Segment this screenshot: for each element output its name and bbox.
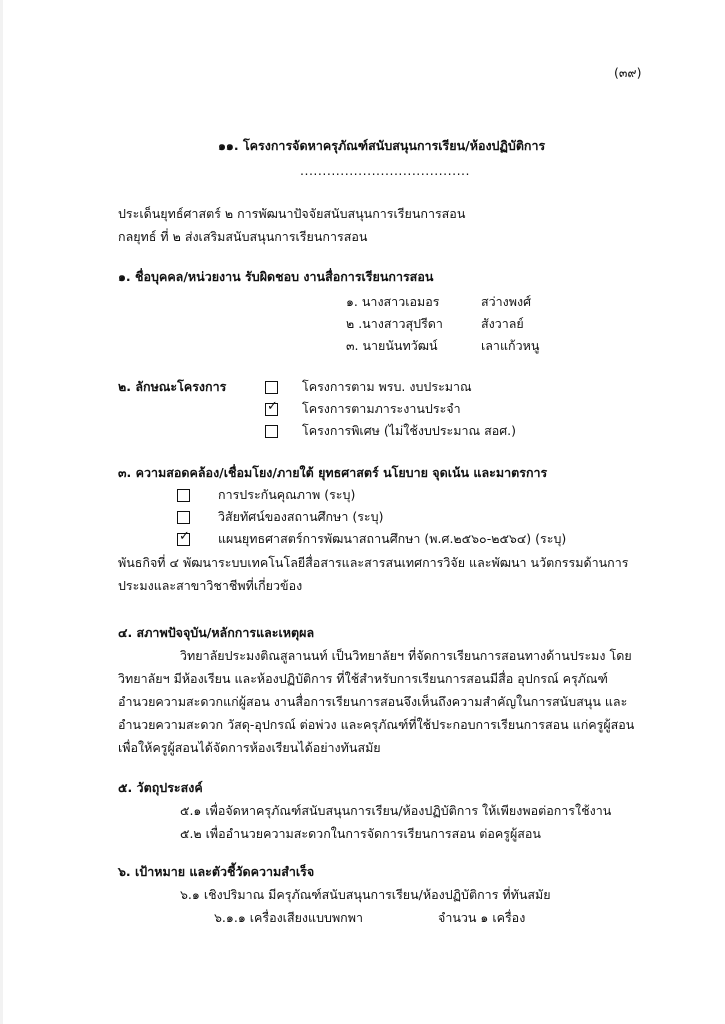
rationale-line-2: วิทยาลัยฯ มีห้องเรียน และห้องปฏิบัติการ ที่ใช้สำหรับการเรียนการสอนมีสื่อ อุปกรณ์ ครุภัณฑ์: [118, 671, 608, 686]
title-dotted-line: ......................................: [300, 163, 470, 178]
checkbox-budget-act[interactable]: [265, 381, 278, 394]
check-mark-icon: ✓: [267, 399, 278, 414]
option-vision: วิสัยทัศน์ของสถานศึกษา (ระบุ): [218, 509, 384, 524]
person-3-name: ๓. นายนันทวัฒน์: [346, 338, 438, 353]
rationale-line-4: อำนวยความสะดวก วัสดุ-อุปกรณ์ ต่อพ่วง และครุภัณฑ์ที่ใช้ประกอบการเรียนการสอน แก่ครูผู้สอน: [118, 717, 635, 732]
page-edge-shadow: [0, 0, 3, 1024]
section-5-heading: ๕. วัตถุประสงค์: [118, 780, 203, 795]
strategy: กลยุทธ์ ที่ ๒ ส่งเสริมสนับสนุนการเรียนการสอน: [118, 229, 368, 244]
section-4-heading: ๔. สภาพปัจจุบัน/หลักการและเหตุผล: [118, 625, 315, 640]
person-1-name: ๑. นางสาวเอมอร: [346, 294, 440, 309]
person-3-surname: เลาแก้วหนู: [481, 338, 540, 353]
mission-line-2: ประมงและสาขาวิชาชีพที่เกี่ยวข้อง: [118, 578, 303, 593]
checkbox-quality-assurance[interactable]: [177, 489, 190, 502]
check-mark-icon: ✓: [179, 529, 190, 544]
section-2-heading: ๒. ลักษณะโครงการ: [118, 379, 227, 394]
option-budget-act: โครงการตาม พรบ. งบประมาณ: [302, 379, 472, 394]
objective-1: ๕.๑ เพื่อจัดหาครุภัณฑ์สนับสนุนการเรียน/ห้องปฏิบัติการ ให้เพียงพอต่อการใช้งาน: [180, 803, 612, 818]
rationale-line-5: เพื่อให้ครูผู้สอนได้จัดการห้องเรียนได้อย่างทันสมัย: [118, 740, 381, 755]
section-1-heading: ๑. ชื่อบุคคล/หน่วยงาน รับผิดชอบ งานสื่อการเรียนการสอน: [118, 269, 434, 284]
checkbox-special-project[interactable]: [265, 425, 278, 438]
checkbox-vision[interactable]: [177, 511, 190, 524]
document-title: ๑๑. โครงการจัดหาครุภัณฑ์สนับสนุนการเรียน/ห้องปฏิบัติการ: [218, 138, 546, 153]
strategy-issue: ประเด็นยุทธ์ศาสตร์ ๒ การพัฒนาปัจจัยสนับสนุนการเรียนการสอน: [118, 206, 466, 221]
mission-line-1: พันธกิจที่ ๔ พัฒนาระบบเทคโนโลยีสื่อสารและสารสนเทศการวิจัย และพัฒนา นวัตกรรมด้านการ: [118, 555, 629, 570]
target-quantity-line: ๖.๑ เชิงปริมาณ มีครุภัณฑ์สนับสนุนการเรียน/ห้องปฏิบัติการ ที่ทันสมัย: [180, 887, 551, 902]
person-2-surname: สังวาลย์: [481, 316, 524, 331]
person-2-name: ๒ .นางสาวสุปรีดา: [346, 316, 443, 331]
page-number: (๓๙): [614, 65, 642, 80]
objective-2: ๕.๒ เพื่ออำนวยความสะดวกในการจัดการเรียนการสอน ต่อครูผู้สอน: [180, 826, 541, 841]
option-routine-work: โครงการตามภาระงานประจำ: [302, 401, 461, 416]
checkbox-strategic-plan[interactable]: [177, 529, 190, 546]
target-item-label: ๖.๑.๑ เครื่องเสียงแบบพกพา: [214, 910, 364, 925]
option-special-project: โครงการพิเศษ (ไม่ใช้งบประมาณ สอศ.): [302, 423, 516, 438]
section-3-heading: ๓. ความสอดคล้อง/เชื่อมโยง/ภายใต้ ยุทธศาสตร์ นโยบาย จุดเน้น และมาตรการ: [118, 465, 548, 480]
checkbox-routine-work[interactable]: [265, 399, 278, 416]
section-6-heading: ๖. เป้าหมาย และตัวชี้วัดความสำเร็จ: [118, 864, 315, 879]
option-quality-assurance: การประกันคุณภาพ (ระบุ): [218, 487, 356, 502]
target-item-quantity: จำนวน ๑ เครื่อง: [438, 910, 526, 925]
person-1-surname: สว่างพงศ์: [481, 294, 532, 309]
option-strategic-plan: แผนยุทธศาสตร์การพัฒนาสถานศึกษา (พ.ศ.๒๕๖๐-๒๕๖๔) (ระบุ): [218, 531, 567, 546]
rationale-line-3: อำนวยความสะดวกแก่ผู้สอน งานสื่อการเรียนการสอนจึงเห็นถึงความสำคัญในการสนับสนุน และ: [118, 694, 628, 709]
rationale-line-1: วิทยาลัยประมงติณสูลานนท์ เป็นวิทยาลัยฯ ที่จัดการเรียนการสอนทางด้านประมง โดย: [180, 648, 632, 663]
